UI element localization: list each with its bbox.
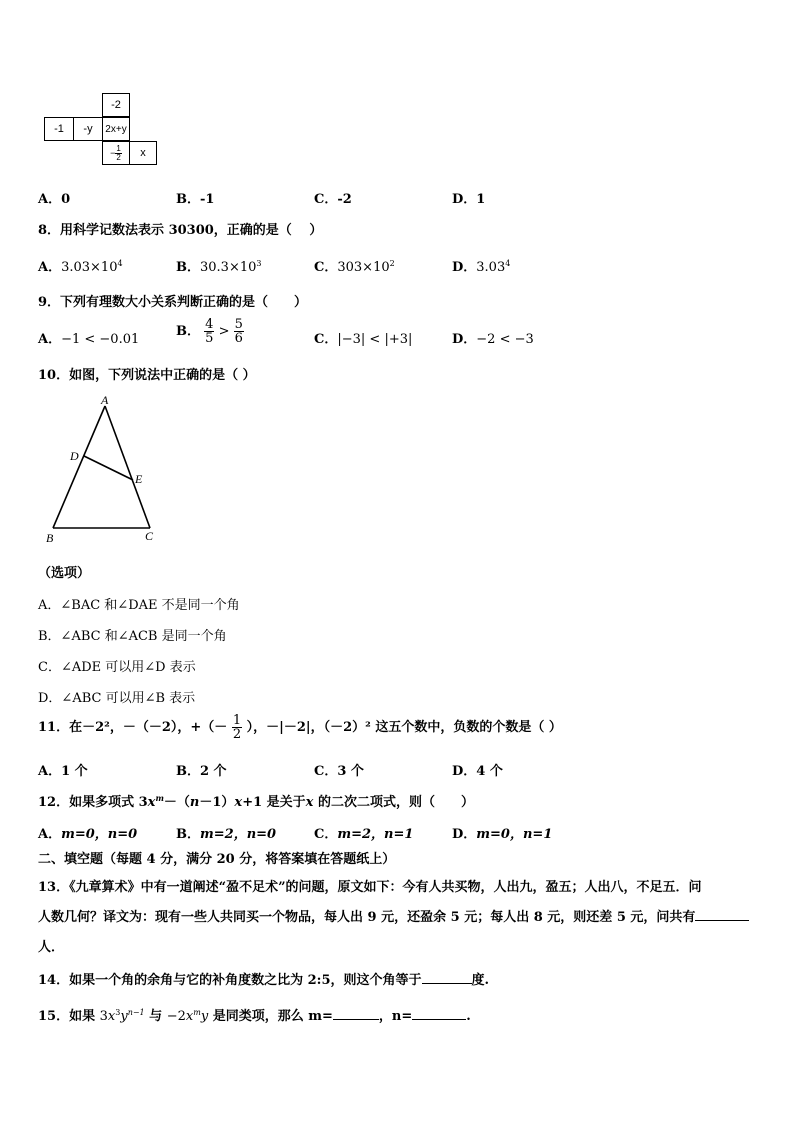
label-d: D — [70, 449, 79, 463]
q10-option-b: B．∠ABC 和∠ACB 是同一个角 — [38, 629, 227, 644]
q7-option-a: A．0 — [38, 192, 71, 207]
q14-answer-blank[interactable] — [422, 971, 472, 984]
q7-option-d: D．1 — [452, 192, 486, 207]
q14-stem: 14．如果一个角的余角与它的补角度数之比为 2:5，则这个角等于 度. — [38, 973, 490, 988]
q12-stem: 12．如果多项式 $3x^m-(n-1)x+1$ 是关于x 的二次二项式，则（ ） — [38, 793, 474, 810]
side-ac — [105, 406, 150, 528]
q8-option-a: A．$3.03\times 10^4$ — [38, 259, 123, 275]
section-heading-fill-in: 二、填空题（每题 4 分，满分 20 分，将答案填在答题纸上） — [38, 852, 396, 867]
side-ab — [53, 406, 105, 528]
label-e: E — [135, 472, 143, 486]
q8-option-b: B．$30.3\times 10^3$ — [176, 259, 262, 275]
net-cell-left2: -y — [73, 117, 103, 141]
q11-option-a: A．1 个 — [38, 764, 88, 779]
q13-line2: 人数几何？译文为：现有一些人共同买一个物品，每人出 9 元，还盈余 5 元；每人出 8 元，则还差 5 元，问共有 — [38, 906, 749, 925]
q10-stem: 10．如图，下列说法中正确的是（ ） — [38, 368, 256, 383]
q15-m-blank[interactable] — [333, 1007, 379, 1020]
q12-option-c: C．m=2，n=1 — [314, 827, 414, 842]
label-a: A — [101, 394, 109, 407]
q9-option-c: C．|−3| < |+3| — [314, 332, 413, 347]
q9-option-a: A．−1 < −0.01 — [38, 332, 140, 347]
net-cell-top: -2 — [102, 93, 130, 117]
q12-option-a: A．m=0，n=0 — [38, 827, 138, 842]
label-c: C — [145, 529, 154, 543]
q13-line3: 人． — [38, 940, 65, 955]
net-cell-bottom-left: − $\frac{1}{2}$ — [102, 141, 130, 165]
q9-option-b: B． $\frac{4}{5}$ > $\frac{5}{6}$ — [176, 317, 243, 346]
q12-option-d: D．m=0，n=1 — [452, 827, 553, 842]
q9-stem: 9．下列有理数大小关系判断正确的是（ ） — [38, 295, 308, 310]
q10-option-c: C．∠ADE 可以用∠D 表示 — [38, 660, 196, 675]
q9-option-d: D．−2 < −3 — [452, 332, 534, 347]
q7-option-b: B．-1 — [176, 192, 215, 207]
q11-stem: 11．在－2²，－（－2），+（－ $\frac{1}{2}$ ），－|－2|，（－2）² 这五个数中，负数的个数是（ ） — [38, 713, 562, 742]
q13-line1: 13．《九章算术》中有一道阐述“盈不足术”的问题，原文如下：今有人共买物，人出九，盈五；人出八，不足五．问 — [38, 880, 702, 895]
q15-stem: 15．如果 $3x^3y^{n-1}$ 与 $-2x^my$ 是同类项，那么 m= ，n= . — [38, 1008, 471, 1024]
q10-option-d: D．∠ABC 可以用∠B 表示 — [38, 691, 196, 706]
q10-option-a: A．∠BAC 和∠DAE 不是同一个角 — [38, 598, 240, 613]
q11-option-d: D．4 个 — [452, 764, 503, 779]
net-cell-bottom-right: x — [129, 141, 157, 165]
q12-option-b: B．m=2，n=0 — [176, 827, 277, 842]
q8-option-c: C．$303\times 10^2$ — [314, 259, 395, 275]
q11-option-b: B．2 个 — [176, 764, 227, 779]
q10-options-title: （选项） — [38, 566, 91, 581]
q8-stem: 8．用科学记数法表示 30300，正确的是（ ） — [38, 223, 323, 238]
net-cell-center: 2x+y — [102, 117, 130, 141]
q8-option-d: D．3.03$^4$ — [452, 259, 511, 275]
segment-de — [84, 456, 133, 480]
q7-option-c: C．-2 — [314, 192, 352, 207]
label-b: B — [46, 531, 54, 544]
net-cell-left1: -1 — [44, 117, 74, 141]
q11-option-c: C．3 个 — [314, 764, 364, 779]
q13-answer-blank[interactable] — [695, 908, 749, 921]
q15-n-blank[interactable] — [412, 1007, 466, 1020]
triangle-figure — [38, 394, 178, 544]
